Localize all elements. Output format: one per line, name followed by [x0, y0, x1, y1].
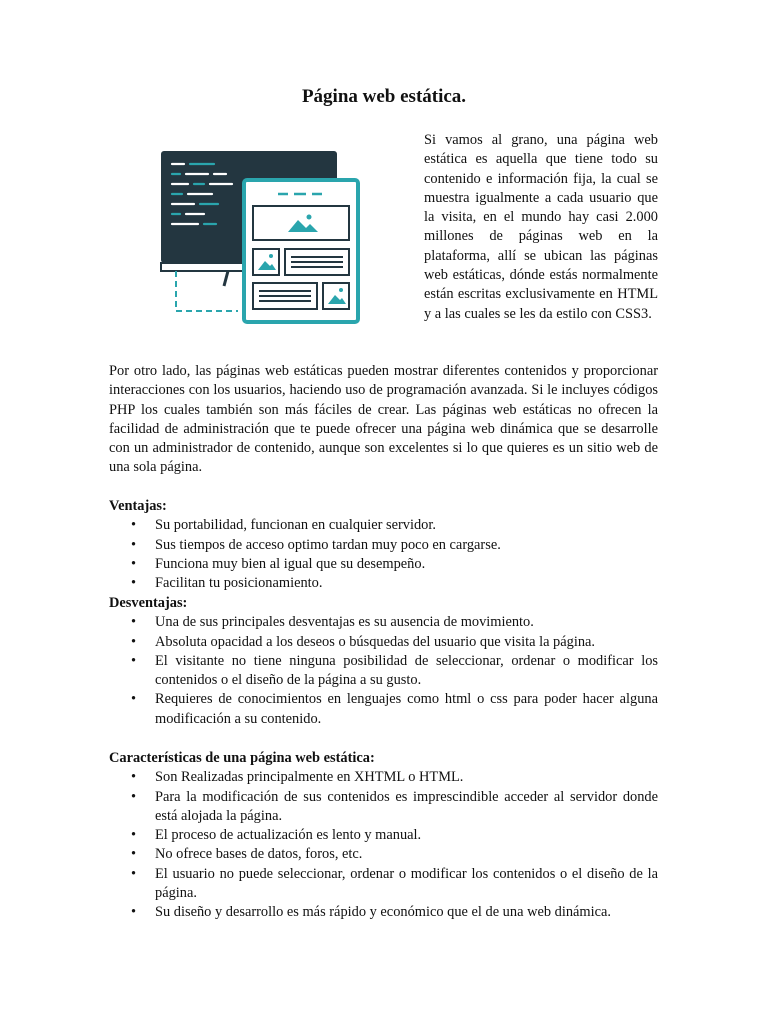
- caracteristicas-heading: Características de una página web estática:: [109, 750, 375, 766]
- list-item: • Su diseño y desarrollo es más rápido y económico que el de una web dinámica.: [109, 903, 658, 922]
- caracteristicas-section: [109, 749, 658, 923]
- list-item: • Requieres de conocimientos en lenguajes como html o css para poder hacer alguna modificación a su contenido.: [109, 690, 658, 729]
- list-item: • El usuario no puede seleccionar, ordenar o modificar los contenidos o el diseño de la página.: [109, 865, 658, 904]
- list-item: • El visitante no tiene ninguna posibilidad de seleccionar, ordenar o modificar los contenidos o el diseño de la página a su gusto.: [109, 652, 658, 691]
- desventajas-heading: Desventajas:: [109, 595, 188, 611]
- list-item: • No ofrece bases de datos, foros, etc.: [109, 845, 658, 864]
- caracteristicas-list: [109, 768, 658, 922]
- desventajas-section: [109, 594, 658, 729]
- list-item: • Una de sus principales desventajas es su ausencia de movimiento.: [109, 613, 658, 632]
- list-item: • Son Realizadas principalmente en XHTML o HTML.: [109, 768, 658, 787]
- ventajas-section: [109, 497, 658, 593]
- intro-paragraph: Si vamos al grano, una página web estática es aquella que tiene todo su contenido e información fija, la cual se muestra igualmente a cada usuario que la visita, en el mundo hay casi 2.000 millones de páginas web en la plataforma, allí se ubican las páginas web estáticas, dónde estás normalmente están escritas exclusivamente en HTML y a las cuales se les da estilo con CSS3.: [424, 132, 658, 322]
- list-item: • Absoluta opacidad a los deseos o búsquedas del usuario que visita la página.: [109, 633, 658, 652]
- desventajas-list: [109, 613, 658, 729]
- page-title: Página web estática.: [301, 86, 467, 107]
- body-paragraph: Por otro lado, las páginas web estáticas pueden mostrar diferentes contenidos y proporcionar interacciones con los usuarios, haciendo uso de programación avanzada. Si le incluyes códigos PHP los cuales también son más fáciles de crear. Las páginas web estáticas no ofrecen la facilidad de administración que te puede ofrecer una página web dinámica que se desarrolle con un administrador de contenido, aunque son excelentes si lo que quieres es un sitio web de una sola página.: [109, 363, 658, 476]
- list-item: • Funciona muy bien al igual que su desempeño.: [109, 555, 658, 574]
- list-item: • Facilitan tu posicionamiento.: [109, 574, 658, 593]
- list-item: • Su portabilidad, funcionan en cualquier servidor.: [109, 516, 658, 535]
- ventajas-heading: Ventajas:: [109, 498, 167, 514]
- static-webpage-illustration-icon: [158, 146, 368, 328]
- ventajas-list: [109, 516, 658, 593]
- dashed-connector: [176, 271, 238, 311]
- sun-icon: [307, 215, 312, 220]
- list-item: • Para la modificación de sus contenidos es imprescindible acceder al servidor donde está alojada la página.: [109, 788, 658, 827]
- list-item: • El proceso de actualización es lento y manual.: [109, 826, 658, 845]
- list-item: • Sus tiempos de acceso optimo tardan muy poco en cargarse.: [109, 536, 658, 555]
